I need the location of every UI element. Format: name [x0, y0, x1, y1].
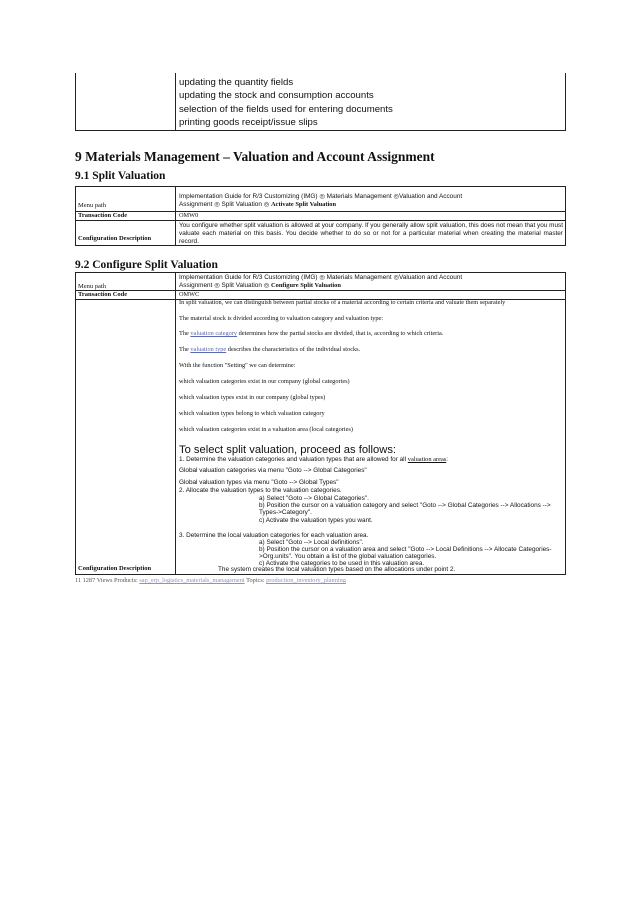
- menu-path-line: [179, 201, 564, 209]
- paragraph-text: describes the characteristics of the individual stocks.: [226, 346, 361, 353]
- subsection-title-9-2: 9.2 Configure Split Valuation: [75, 259, 218, 271]
- paragraph: With the function "Setting" we can determine:: [179, 362, 296, 369]
- paragraph: which valuation types belong to which valuation category: [179, 410, 325, 417]
- procedure-substep: >Org.units". You obtain a list of the global valuation categories.: [259, 553, 437, 560]
- paragraph: [179, 346, 360, 354]
- procedure-substep: c) Activate the categories to be used in this valuation area.: [259, 560, 425, 567]
- paragraph: which valuation types exist in our company (global types): [179, 394, 326, 401]
- procedure-step: [179, 456, 448, 464]
- procedure-substep: a) Select "Goto --> Global Categories".: [259, 495, 369, 502]
- top-table-line: updating the stock and consumption accounts: [179, 90, 374, 102]
- paragraph: The material stock is divided according to valuation category and valuation type:: [179, 315, 384, 322]
- procedure-step: Global valuation types via menu "Goto --> Global Types": [179, 479, 339, 486]
- label-column: [76, 273, 176, 574]
- paragraph: In split valuation, we can distinguish between partial stocks of a material according to certain criteria and valuate them separately: [179, 299, 506, 306]
- procedure-substep: Types->Category".: [259, 509, 312, 516]
- procedure-substep: a) Select "Goto --> Local definitions".: [259, 539, 364, 546]
- menu-path-target: Activate Split Valuation: [271, 201, 337, 208]
- paragraph: which valuation categories exist in a valuation area (local categories): [179, 426, 353, 433]
- menu-path-target: Configure Split Valuation: [271, 282, 341, 289]
- paragraph-text: determines how the partial stocks are divided, that is, according to which criteria.: [237, 330, 444, 337]
- paragraph: which valuation categories exist in our company (global categories): [179, 378, 350, 385]
- top-table-line: printing goods receipt/issue slips: [179, 117, 318, 129]
- paragraph-text: The: [179, 346, 191, 353]
- procedure-heading: To select split valuation, proceed as follows:: [179, 444, 397, 456]
- transaction-code-label: Transaction Code: [78, 291, 128, 298]
- valuation-type-link[interactable]: valuation type: [190, 346, 227, 353]
- top-table-line: updating the quantity fields: [179, 77, 294, 88]
- procedure-note: The system creates the local valuation types based on the allocations under point 2.: [218, 566, 456, 573]
- menu-path-text: Assignment ◎ Split Valuation ◎: [179, 201, 272, 208]
- transaction-code-value: OMWC: [179, 291, 200, 298]
- menu-path-text: Assignment ◎ Split Valuation ◎: [179, 282, 272, 289]
- procedure-substep: b) Position the cursor on a valuation area and select "Goto --> Local Definitions --> Allocate Categories-: [259, 546, 552, 553]
- valuation-areas-link[interactable]: valuation areas: [407, 456, 447, 463]
- valuation-category-link[interactable]: valuation category: [190, 330, 238, 337]
- transaction-code-value: OMW0: [179, 212, 199, 219]
- split-valuation-table: [75, 186, 566, 246]
- transaction-code-row: [76, 212, 565, 221]
- top-table-right-cell: [179, 76, 393, 130]
- procedure-substep: b) Position the cursor on a valuation category and select "Goto --> Global Categories --> Allocations -->: [259, 502, 551, 509]
- topics-label: Topics:: [246, 577, 265, 584]
- menu-path-value: [179, 193, 564, 209]
- configuration-description-label: Configuration Description: [78, 235, 152, 242]
- paragraph-text: The: [179, 330, 191, 337]
- procedure-step: 2. Allocate the valuation types to the valuation categories.: [179, 487, 342, 494]
- products-label: Products:: [113, 577, 138, 584]
- menu-path-label: Menu path: [78, 283, 106, 290]
- step-text: 1. Determine the valuation categories and valuation types that are allowed for all: [179, 456, 408, 463]
- subsection-title-9-1: 9.1 Split Valuation: [75, 170, 166, 182]
- menu-path-line: [179, 282, 564, 290]
- footer: [75, 577, 346, 584]
- procedure-step: 3. Determine the local valuation categories for each valuation area.: [179, 532, 369, 539]
- top-table-left-cell: [76, 73, 176, 130]
- configure-split-valuation-table: [75, 272, 566, 575]
- section-title: 9 Materials Management – Valuation and Account Assignment: [75, 149, 435, 164]
- top-table-line: selection of the fields used for entering documents: [179, 103, 393, 115]
- topics-link[interactable]: production_inventory_planning: [266, 577, 346, 584]
- menu-path-line: Implementation Guide for R/3 Customizing (IMG) ◎ Materials Management ◎Valuation and Account: [179, 274, 463, 281]
- configuration-description-text: You configure whether split valuation is allowed at your company. If you generally allow split valuation, this does not mean that you must valuate each material on this basis. You decide whether to do so or not for a particular material when creating the material master record.: [179, 222, 563, 245]
- top-table: [75, 73, 566, 131]
- configuration-description-label: Configuration Description: [78, 565, 152, 572]
- procedure-step: Global valuation categories via menu "Goto --> Global Categories": [179, 467, 367, 474]
- products-link[interactable]: sap_erp_logistics_materials_management: [139, 577, 245, 584]
- transaction-code-label: Transaction Code: [78, 212, 128, 219]
- view-count: 11 1287 Views: [75, 577, 113, 584]
- menu-path-line: Implementation Guide for R/3 Customizing (IMG) ◎ Materials Management ◎Valuation and Account: [179, 193, 463, 200]
- menu-path-value: [179, 274, 564, 290]
- procedure-substep: c) Activate the valuation types you want.: [259, 517, 373, 524]
- paragraph: [179, 330, 443, 338]
- step-text: :: [446, 456, 449, 463]
- menu-path-label: Menu path: [78, 202, 106, 209]
